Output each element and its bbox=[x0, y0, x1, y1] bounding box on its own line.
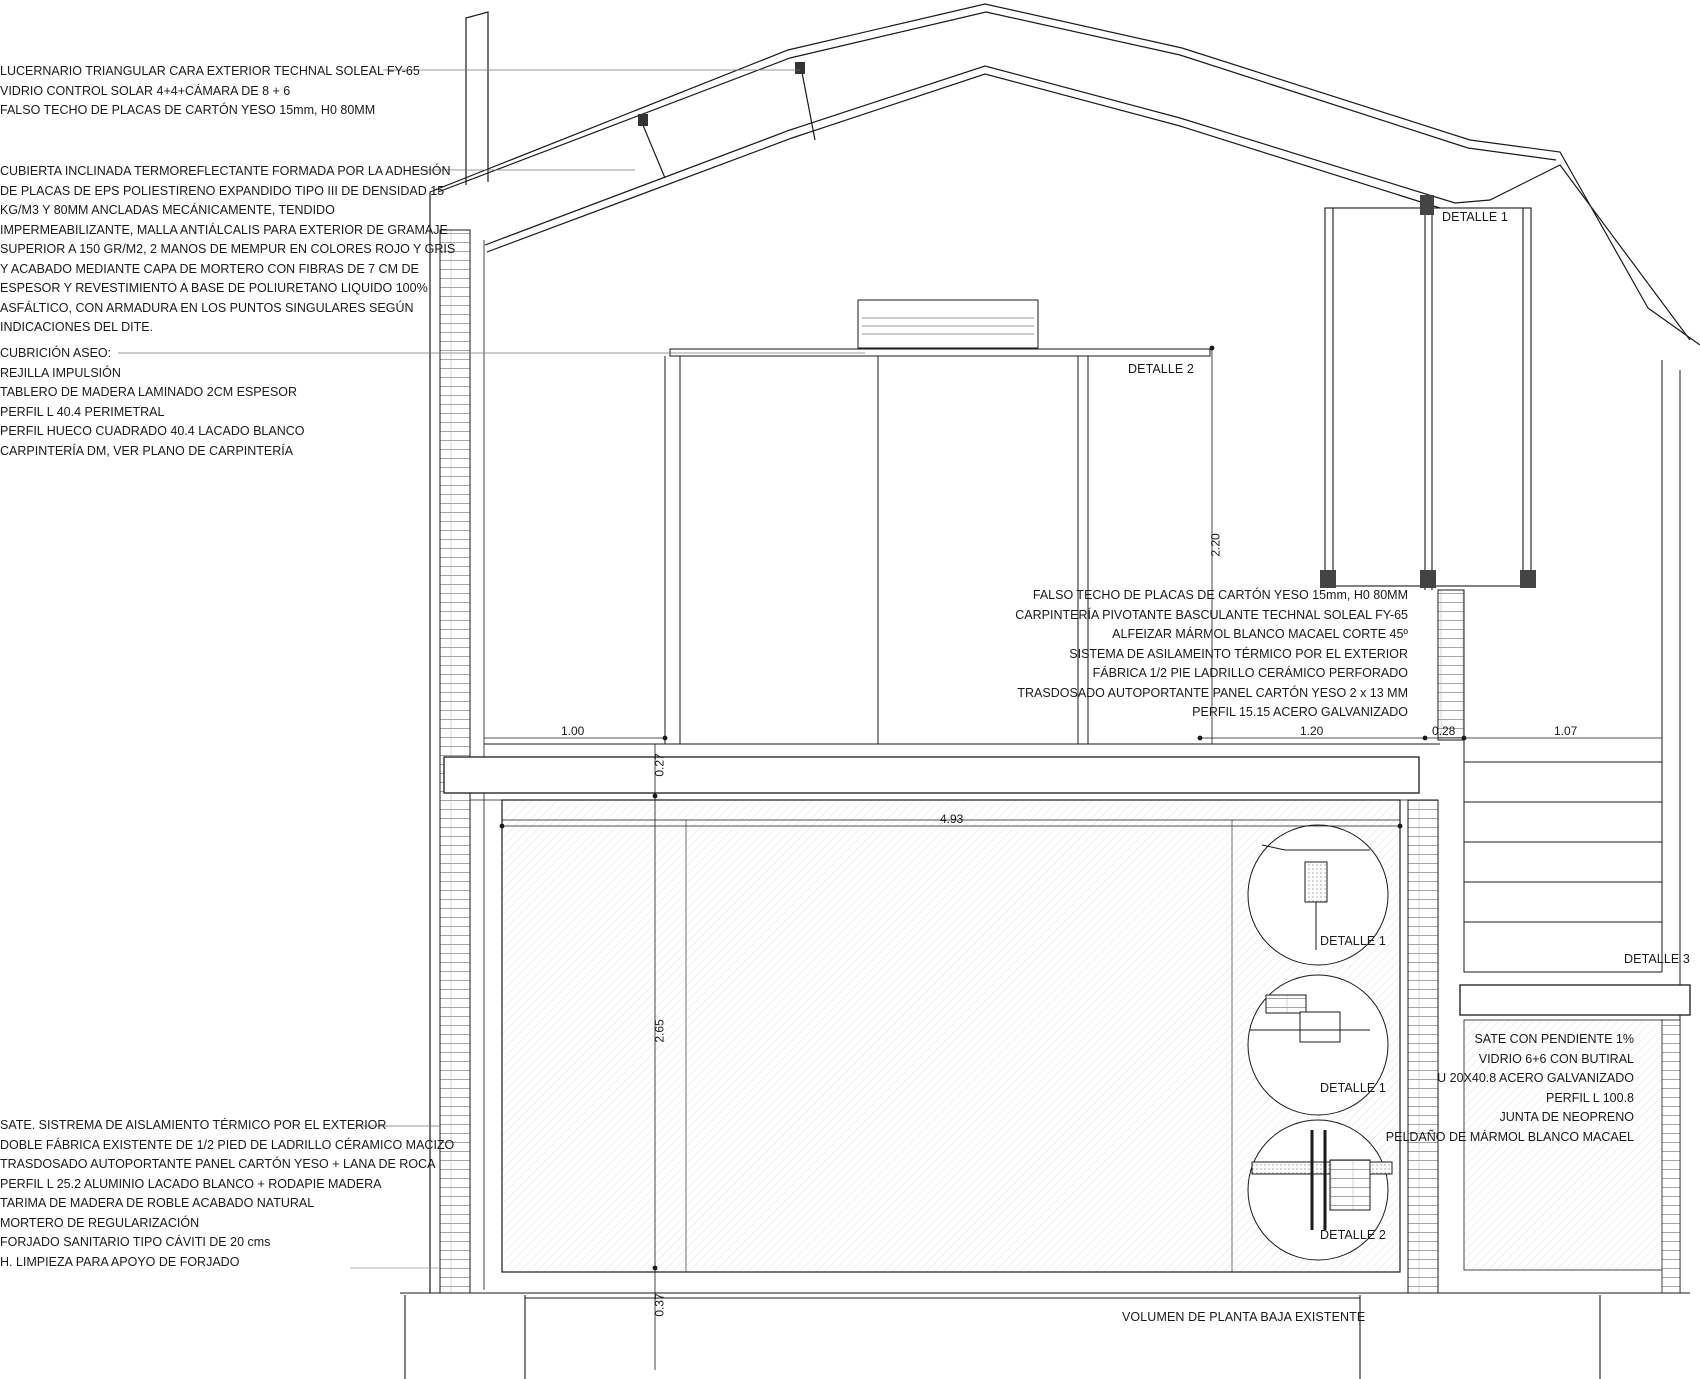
note-line: REJILLA IMPULSIÓN bbox=[0, 365, 121, 380]
ceiling-line-2 bbox=[487, 74, 1440, 252]
detail-circle-2-label: DETALLE 1 bbox=[1320, 1081, 1386, 1095]
note-line: PERFIL 15.15 ACERO GALVANIZADO bbox=[1192, 705, 1408, 719]
note-line: TARIMA DE MADERA DE ROBLE ACABADO NATURAL bbox=[0, 1196, 315, 1210]
note-line: ESPESOR Y REVESTIMIENTO A BASE DE POLIURETANO LIQUIDO 100% bbox=[0, 281, 428, 295]
dim-1-00: 1.00 bbox=[561, 724, 585, 738]
detail-circle-1-label: DETALLE 1 bbox=[1320, 934, 1386, 948]
note-line: CARPINTERÍA PIVOTANTE BASCULANTE TECHNAL SOLEAL FY-65 bbox=[1015, 607, 1408, 622]
note-line: TRASDOSADO AUTOPORTANTE PANEL CARTÓN YESO + LANA DE ROCA bbox=[0, 1157, 436, 1171]
note-line: JUNTA DE NEOPRENO bbox=[1499, 1110, 1634, 1124]
note-line: PERFIL L 25.2 ALUMINIO LACADO BLANCO + RODAPIE MADERA bbox=[0, 1176, 382, 1191]
note-line: ALFEIZAR MÁRMOL BLANCO MACAEL CORTE 45º bbox=[1112, 627, 1408, 641]
chimney bbox=[466, 12, 488, 185]
dim-0-28: 0.28 bbox=[1432, 724, 1456, 738]
note-line: CARPINTERÍA DM, VER PLANO DE CARPINTERÍA bbox=[0, 443, 294, 458]
note-line: VIDRIO 6+6 CON BUTIRAL bbox=[1478, 1051, 1634, 1066]
note-line: SATE. SISTREMA DE AISLAMIENTO TÉRMICO POR EL EXTERIOR bbox=[0, 1118, 387, 1132]
note-line: ASFÁLTICO, CON ARMADURA EN LOS PUNTOS SINGULARES SEGÚN bbox=[0, 300, 414, 315]
note-line: CUBRICIÓN ASEO: bbox=[0, 346, 112, 360]
upper-slab bbox=[444, 757, 1419, 793]
note-line: SISTEMA DE ASILAMEINTO TÉRMICO POR EL EXTERIOR bbox=[1069, 646, 1408, 661]
dim-1-07: 1.07 bbox=[1554, 724, 1578, 738]
skylight-left bbox=[640, 118, 665, 178]
note-line: INDICACIONES DEL DITE. bbox=[0, 320, 154, 334]
dim-1-20: 1.20 bbox=[1300, 724, 1324, 738]
note-line: PERFIL L 40.4 PERIMETRAL bbox=[0, 404, 165, 419]
detail-1-label: DETALLE 1 bbox=[1442, 210, 1508, 224]
note-line: U 20X40.8 ACERO GALVANIZADO bbox=[1437, 1071, 1634, 1085]
window-notes bbox=[1015, 586, 1408, 723]
note-line: FÁBRICA 1/2 PIE LADRILLO CERÁMICO PERFORADO bbox=[1092, 666, 1408, 680]
roof-notes bbox=[0, 162, 455, 338]
dim-4-93: 4.93 bbox=[940, 812, 964, 826]
skylight-notes bbox=[0, 62, 420, 121]
wall-notes bbox=[0, 1116, 454, 1272]
note-line: LUCERNARIO TRIANGULAR CARA EXTERIOR TECHNAL SOLEAL FY-65 bbox=[0, 64, 420, 78]
note-line: SUPERIOR A 150 GR/M2, 2 MANOS DE MEMPUR EN COLORES ROJO Y GRIS bbox=[0, 242, 456, 256]
note-line: TRASDOSADO AUTOPORTANTE PANEL CARTÓN YESO 2 x 13 MM bbox=[1017, 685, 1408, 700]
ceiling-line bbox=[485, 66, 1690, 340]
note-line: FALSO TECHO DE PLACAS DE CARTÓN YESO 15mm, H0 80MM bbox=[1032, 588, 1408, 602]
pivot-window bbox=[1320, 195, 1536, 590]
step-notes bbox=[1386, 1030, 1634, 1147]
note-line: Y ACABADO MEDIANTE CAPA DE MORTERO CON FIBRAS DE 7 CM DE bbox=[0, 261, 419, 276]
dim-2-20: 2.20 bbox=[1208, 533, 1223, 557]
note-line: FALSO TECHO DE PLACAS DE CARTÓN YESO 15mm, H0 80MM bbox=[0, 103, 376, 117]
note-line: MORTERO DE REGULARIZACIÓN bbox=[0, 1215, 200, 1230]
note-line: FORJADO SANITARIO TIPO CÁVITI DE 20 cms bbox=[0, 1235, 271, 1249]
note-line: KG/M3 Y 80MM ANCLADAS MECÁNICAMENTE, TENDIDO bbox=[0, 203, 335, 217]
bathroom-notes bbox=[0, 344, 304, 461]
dim-0-27: 0.27 bbox=[652, 753, 667, 777]
note-line: DOBLE FÁBRICA EXISTENTE DE 1/2 PIED DE LADRILLO CÉRAMICO MACIZO bbox=[0, 1137, 455, 1152]
note-line: PERFIL L 100.8 bbox=[1545, 1090, 1634, 1105]
note-line: CUBIERTA INCLINADA TERMOREFLECTANTE FORMADA POR LA ADHESIÓN bbox=[0, 164, 451, 178]
note-line: H. LIMPIEZA PARA APOYO DE FORJADO bbox=[0, 1254, 240, 1269]
note-line: TABLERO DE MADERA LAMINADO 2CM ESPESOR bbox=[0, 385, 298, 399]
dim-2-65: 2.65 bbox=[652, 1019, 667, 1043]
detail-circle-3-label: DETALLE 2 bbox=[1320, 1228, 1386, 1242]
step-slab bbox=[1460, 985, 1690, 1015]
note-line: DE PLACAS DE EPS POLIESTIRENO EXPANDIDO TIPO III DE DENSIDAD 15 bbox=[0, 183, 445, 198]
note-line: IMPERMEABILIZANTE, MALLA ANTIÁLCALIS PARA EXTERIOR DE GRAMAJE bbox=[0, 222, 448, 237]
right-upper-wall bbox=[1438, 590, 1464, 740]
note-line: VIDRIO CONTROL SOLAR 4+4+CÁMARA DE 8 + 6 bbox=[0, 83, 291, 98]
dim-0-37: 0.37 bbox=[652, 1293, 667, 1317]
detail-3-label: DETALLE 3 bbox=[1624, 952, 1690, 966]
detail-2-label: DETALLE 2 bbox=[1128, 362, 1194, 376]
note-line: SATE CON PENDIENTE 1% bbox=[1474, 1032, 1634, 1046]
roof-outer-2 bbox=[438, 12, 1556, 192]
note-line: PELDAÑO DE MÁRMOL BLANCO MACAEL bbox=[1385, 1129, 1634, 1144]
ground bbox=[400, 1293, 1690, 1379]
note-line: PERFIL HUECO CUADRADO 40.4 LACADO BLANCO bbox=[0, 424, 305, 438]
ground-label: VOLUMEN DE PLANTA BAJA EXISTENTE bbox=[1122, 1310, 1366, 1324]
